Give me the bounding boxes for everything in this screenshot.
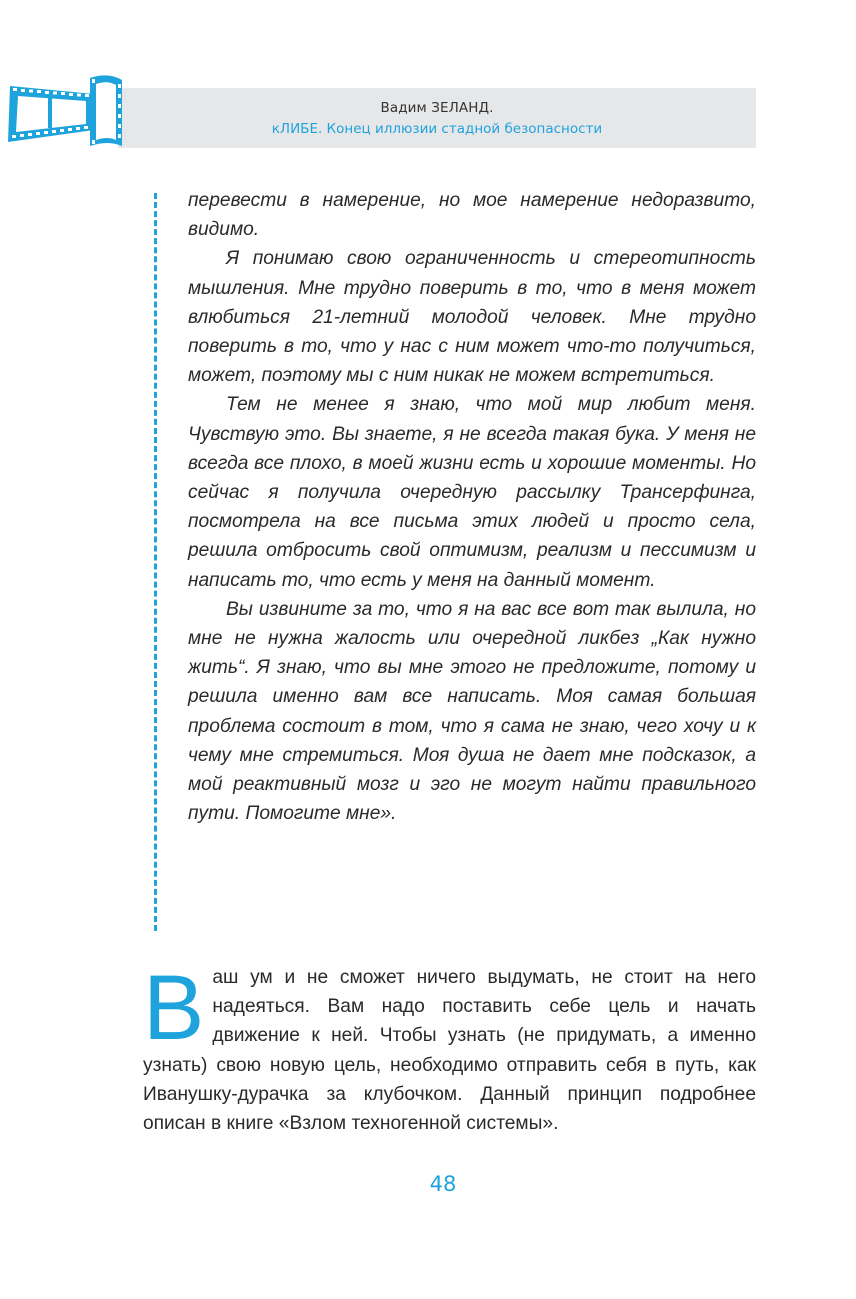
page-number: 48	[429, 1172, 457, 1196]
drop-cap: В	[143, 957, 205, 1059]
quote-paragraph: Я понимаю свою ограниченность и стереотипность мышления. Мне трудно поверить в то, что в меня может влюбиться 21-летний молодой человек. Мне трудно поверить в то, что у нас с ним может что-то получиться, может, поэтому мы с ним никак не можем встретиться.	[188, 248, 756, 387]
header-author: Вадим ЗЕЛАНД.	[380, 100, 494, 116]
film-strip-icon	[4, 70, 128, 156]
quoted-letter	[188, 186, 756, 828]
main-text	[143, 957, 756, 1138]
quote-paragraph: перевести в намерение, но мое намерение недоразвито, видимо.	[188, 190, 756, 241]
main-paragraph	[143, 957, 756, 1138]
main-paragraph-text: аш ум и не сможет ничего выдумать, не стоит на него надеяться. Вам надо поставить себе цель и начать движение к ней. Чтобы узнать (не придумать, а именно узнать) свою новую цель, необходимо отправить себя в путь, как Иванушку-дурачка за клубочком. Данный принцип подробнее описан в книге «Взлом техногенной системы».	[143, 967, 756, 1135]
quote-paragraph: Тем не менее я знаю, что мой мир любит меня. Чувствую это. Вы знаете, я не всегда такая бука. У меня не всегда все плохо, в моей жизни есть и хорошие моменты. Но сейчас я получила очередную рассылку Трансерфинга, посмотрела на все письма этих людей и просто села, решила отбросить свой оптимизм, реализм и пессимизм и написать то, что есть у меня на данный момент.	[188, 394, 756, 591]
quote-paragraph: Вы извините за то, что я на вас все вот так вылила, но мне не нужна жалость или очередной ликбез „Как нужно жить“. Я знаю, что вы мне этого не предложите, потому и решила именно вам все написать. Моя самая большая проблема состоит в том, что я сама не знаю, чего хочу и к чему мне стремиться. Моя душа не дает мне подсказок, а мой реактивный мозг и эго не могут найти правильного пути. Помогите мне».	[188, 598, 756, 825]
header-book-title: кЛИБЕ. Конец иллюзии стадной безопасности	[271, 121, 603, 137]
running-header	[118, 88, 756, 148]
quote-margin-line	[154, 193, 157, 931]
